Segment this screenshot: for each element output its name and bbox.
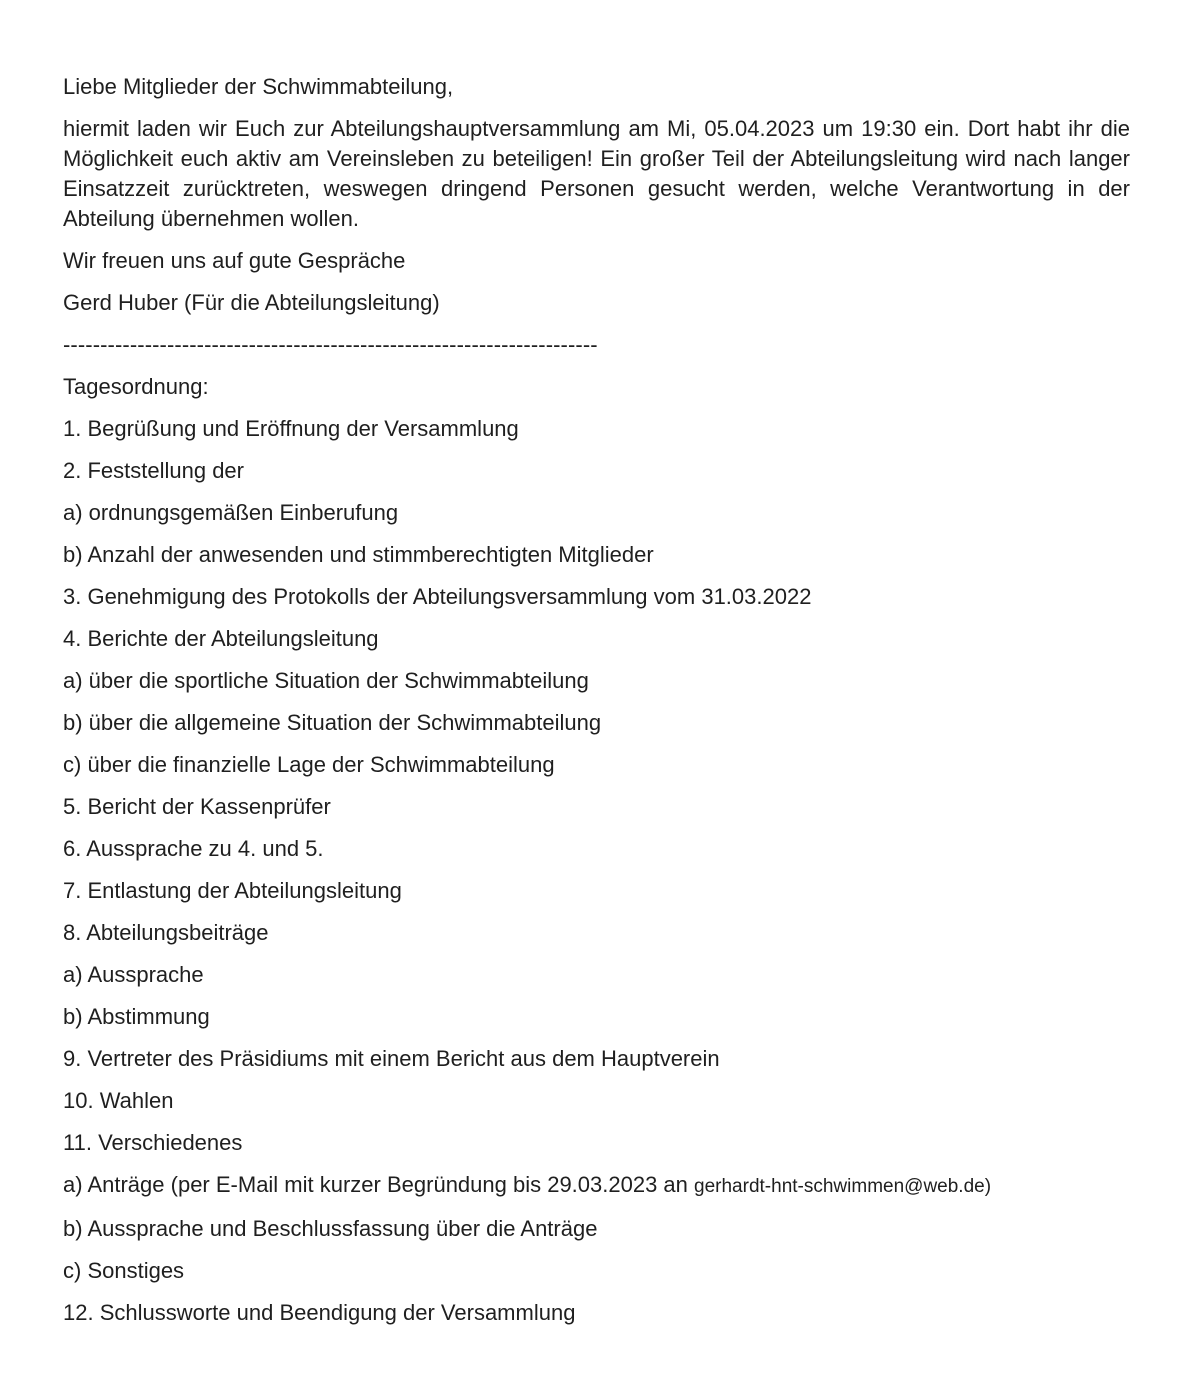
- agenda-item-10: 10. Wahlen: [63, 1088, 174, 1113]
- greeting: Liebe Mitglieder der Schwimmabteilung,: [63, 74, 454, 99]
- agenda-item-11a: [63, 1170, 1130, 1202]
- agenda-item-6: 6. Aussprache zu 4. und 5.: [63, 836, 324, 861]
- separator-line: ------------------------------------------------------------------------: [63, 332, 598, 357]
- email-address: gerhardt-hnt-schwimmen@web.de): [694, 1176, 992, 1197]
- agenda-item-11c: c) Sonstiges: [63, 1258, 185, 1283]
- agenda-item-4b: b) über die allgemeine Situation der Schwimmabteilung: [63, 710, 602, 735]
- agenda-item-11a-text: a) Anträge (per E-Mail mit kurzer Begründung bis 29.03.2023 an: [63, 1172, 695, 1197]
- agenda-item-8b: b) Abstimmung: [63, 1004, 210, 1029]
- agenda-item-9: 9. Vertreter des Präsidiums mit einem Bericht aus dem Hauptverein: [63, 1046, 720, 1071]
- agenda-item-4c: c) über die finanzielle Lage der Schwimmabteilung: [63, 752, 555, 777]
- body-paragraph: hiermit laden wir Euch zur Abteilungshauptversammlung am Mi, 05.04.2023 um 19:30 ein. Dort habt ihr die Möglichkeit euch aktiv am Vereinsleben zu beteiligen! Ein großer Teil der Abteilungsleitung wird nach langer Einsatzzeit zurücktreten, weswegen dringend Personen gesucht werden, welche Verantwortung in der Abteilung übernehmen wollen.: [63, 116, 1130, 231]
- agenda-item-2a: a) ordnungsgemäßen Einberufung: [63, 500, 399, 525]
- agenda-item-12: 12. Schlussworte und Beendigung der Versammlung: [63, 1300, 576, 1325]
- agenda-item-4: 4. Berichte der Abteilungsleitung: [63, 626, 379, 651]
- agenda-item-5: 5. Bericht der Kassenprüfer: [63, 794, 331, 819]
- agenda-item-11: 11. Verschiedenes: [63, 1130, 243, 1155]
- agenda-item-2b: b) Anzahl der anwesenden und stimmberechtigten Mitglieder: [63, 542, 654, 567]
- signature-line: Gerd Huber (Für die Abteilungsleitung): [63, 290, 440, 315]
- agenda-item-8: 8. Abteilungsbeiträge: [63, 920, 269, 945]
- agenda-item-7: 7. Entlastung der Abteilungsleitung: [63, 878, 402, 903]
- agenda-title: Tagesordnung:: [63, 374, 209, 399]
- agenda-item-2: 2. Feststellung der: [63, 458, 244, 483]
- agenda-item-3: 3. Genehmigung des Protokolls der Abteilungsversammlung vom 31.03.2022: [63, 584, 812, 609]
- agenda-item-1: 1. Begrüßung und Eröffnung der Versammlung: [63, 416, 519, 441]
- closing-line: Wir freuen uns auf gute Gespräche: [63, 248, 406, 273]
- agenda-item-4a: a) über die sportliche Situation der Schwimmabteilung: [63, 668, 589, 693]
- agenda-item-11b: b) Aussprache und Beschlussfassung über die Anträge: [63, 1216, 598, 1241]
- agenda-item-8a: a) Aussprache: [63, 962, 204, 987]
